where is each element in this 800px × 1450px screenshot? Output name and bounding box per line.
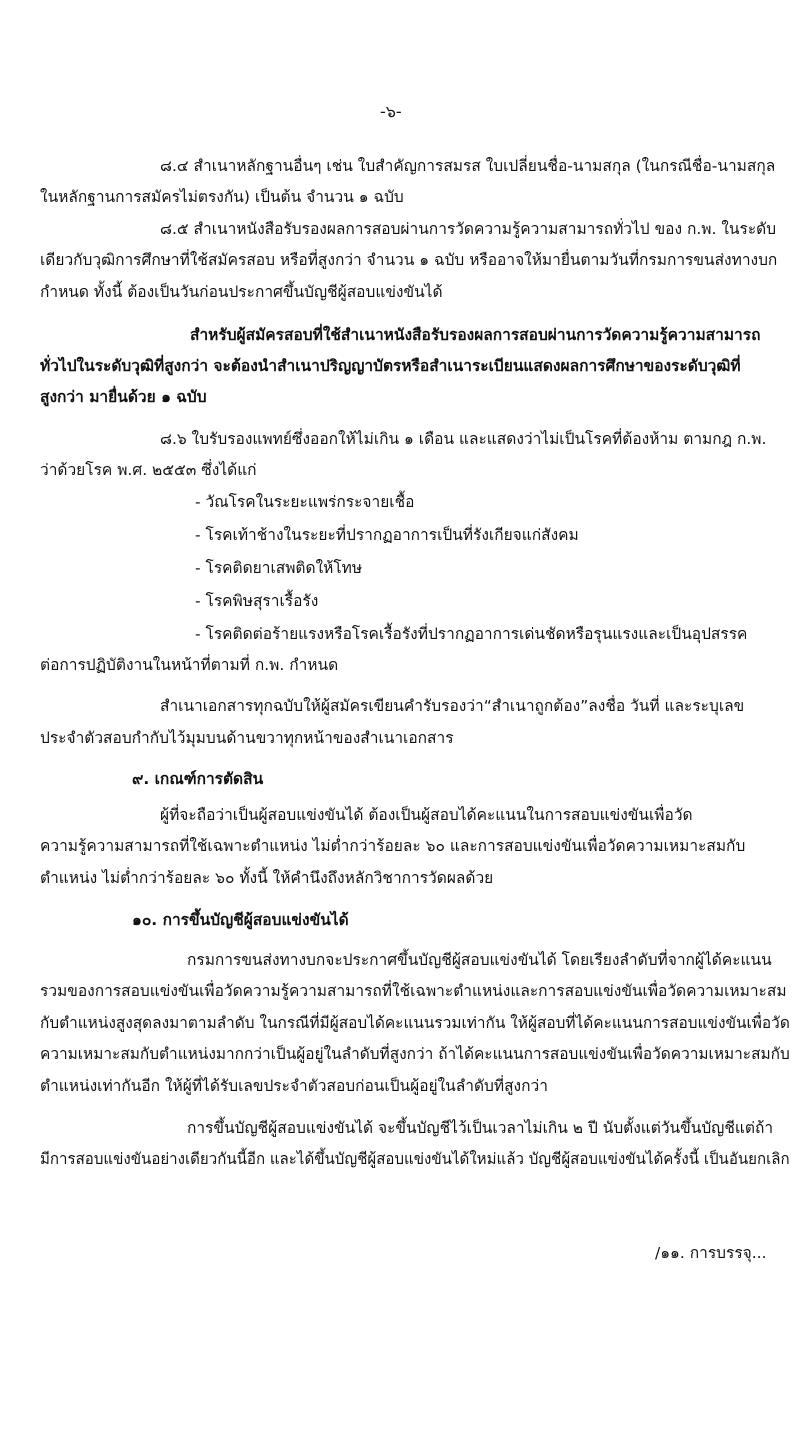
next-page-marker: /๑๑. การบรรจุ... (655, 1244, 767, 1262)
disease-item: - วัณโรคในระยะแพร่กระจายเชื้อ (195, 493, 415, 511)
section-10-para2-line: มีการสอบแข่งขันอย่างเดียวกันนี้อีก และได้ขึ้นบัญชีผู้สอบแข่งขันได้ใหม่แล้ว บัญชีผู้สอบแข่งขันได้ครั้งนี้ เป็นอันยกเลิก (40, 1150, 790, 1168)
note-bold-line-1: สำหรับผู้สมัครสอบที่ใช้สำเนาหนังสือรับรองผลการสอบผ่านการวัดความรู้ความสามารถ (190, 326, 761, 344)
section-10-heading: ๑๐. การขึ้นบัญชีผู้สอบแข่งขันได้ (132, 911, 349, 929)
disease-item: - โรคติดยาเสพติดให้โทษ (195, 559, 363, 577)
section-10-para1-line: ตำแหน่งเท่ากันอีก ให้ผู้ที่ได้รับเลขประจำตัวสอบก่อนเป็นผู้อยู่ในลำดับที่สูงกว่า (40, 1077, 548, 1095)
certify-note-line-2: ประจำตัวสอบกำกับไว้มุมบนด้านขวาทุกหน้าของสำเนาเอกสาร (40, 729, 454, 747)
section-8-4-line-2: ในหลักฐานการสมัครไม่ตรงกัน) เป็นต้น จำนวน ๑ ฉบับ (40, 188, 404, 206)
note-bold-line-3: สูงกว่า มายื่นด้วย ๑ ฉบับ (40, 388, 207, 406)
section-10-para1-line: กรมการขนส่งทางบกจะประกาศขึ้นบัญชีผู้สอบแข่งขันได้ โดยเรียงลำดับที่จากผู้ได้คะแนน (187, 951, 772, 969)
section-9-line-3: ตำแหน่ง ไม่ต่ำกว่าร้อยละ ๖๐ ทั้งนี้ ให้คำนึงถึงหลักวิชาการวัดผลด้วย (40, 869, 494, 887)
section-8-4-line-1: ๘.๔ สำเนาหลักฐานอื่นๆ เช่น ใบสำคัญการสมรส ใบเปลี่ยนชื่อ-นามสกุล (ในกรณีชื่อ-นามสกุล (160, 157, 776, 175)
section-9-line-1: ผู้ที่จะถือว่าเป็นผู้สอบแข่งขันได้ ต้องเป็นผู้สอบได้คะแนนในการสอบแข่งขันเพื่อวัด (160, 806, 693, 824)
section-8-6-line-2: ว่าด้วยโรค พ.ศ. ๒๕๕๓ ซึ่งได้แก่ (40, 461, 257, 479)
section-8-5-line-3: กำหนด ทั้งนี้ ต้องเป็นวันก่อนประกาศขึ้นบัญชีผู้สอบแข่งขันได้ (40, 283, 443, 301)
section-10-para2-line: การขึ้นบัญชีผู้สอบแข่งขันได้ จะขึ้นบัญชีไว้เป็นเวลาไม่เกิน ๒ ปี นับตั้งแต่วันขึ้นบัญชีแต่ถ้า (187, 1119, 774, 1137)
section-8-5-line-1: ๘.๕ สำเนาหนังสือรับรองผลการสอบผ่านการวัดความรู้ความสามารถทั่วไป ของ ก.พ. ในระดับ (160, 220, 777, 238)
disease-item: - โรคพิษสุราเรื้อรัง (195, 592, 319, 610)
section-10-para1-line: ความเหมาะสมกับตำแหน่งมากกว่าเป็นผู้อยู่ในลำดับที่สูงกว่า ถ้าได้คะแนนการสอบแข่งขันเพื่อวัดความเหมาะสมกับ (40, 1045, 790, 1063)
section-9-line-2: ความรู้ความสามารถที่ใช้เฉพาะตำแหน่ง ไม่ต่ำกว่าร้อยละ ๖๐ และการสอบแข่งขันเพื่อวัดความเหมาะสมกับ (40, 837, 746, 855)
section-8-6-line-1: ๘.๖ ใบรับรองแพทย์ซึ่งออกให้ไม่เกิน ๑ เดือน และแสดงว่าไม่เป็นโรคที่ต้องห้าม ตามกฎ ก.พ. (160, 430, 767, 448)
note-bold-line-2: ทั่วไปในระดับวุฒิที่สูงกว่า จะต้องนำสำเนาปริญญาบัตรหรือสำเนาระเบียนแสดงผลการศึกษาของระดับวุฒิที่ (40, 357, 741, 375)
page-number: -๖- (380, 102, 402, 121)
disease-item: - โรคติดต่อร้ายแรงหรือโรคเรื้อรังที่ปรากฏอาการเด่นชัดหรือรุนแรงและเป็นอุปสรรค (195, 625, 748, 643)
section-10-para1-line: กับตำแหน่งสูงสุดลงมาตามลำดับ ในกรณีที่มีผู้สอบได้คะแนนรวมเท่ากัน ให้ผู้สอบที่ได้คะแนนการสอบแข่งขันเพื่อวัด (40, 1014, 790, 1032)
section-10-para1-line: รวมของการสอบแข่งขันเพื่อวัดความรู้ความสามารถที่ใช้เฉพาะตำแหน่งและการสอบแข่งขันเพื่อวัดความเหมาะสม (40, 982, 787, 1000)
certify-note-line-1: สำเนาเอกสารทุกฉบับให้ผู้สมัครเขียนคำรับรองว่า“สำเนาถูกต้อง”ลงชื่อ วันที่ และระบุเลข (160, 697, 745, 715)
section-8-6-line-after: ต่อการปฏิบัติงานในหน้าที่ตามที่ ก.พ. กำหนด (40, 656, 339, 674)
section-9-heading: ๙. เกณฑ์การตัดสิน (132, 770, 264, 788)
disease-item: - โรคเท้าช้างในระยะที่ปรากฏอาการเป็นที่รังเกียจแก่สังคม (195, 526, 579, 544)
section-8-5-line-2: เดียวกับวุฒิการศึกษาที่ใช้สมัครสอบ หรือที่สูงกว่า จำนวน ๑ ฉบับ หรืออาจให้มายื่นตามวันที่กรมการขนส่งทางบก (40, 251, 778, 269)
